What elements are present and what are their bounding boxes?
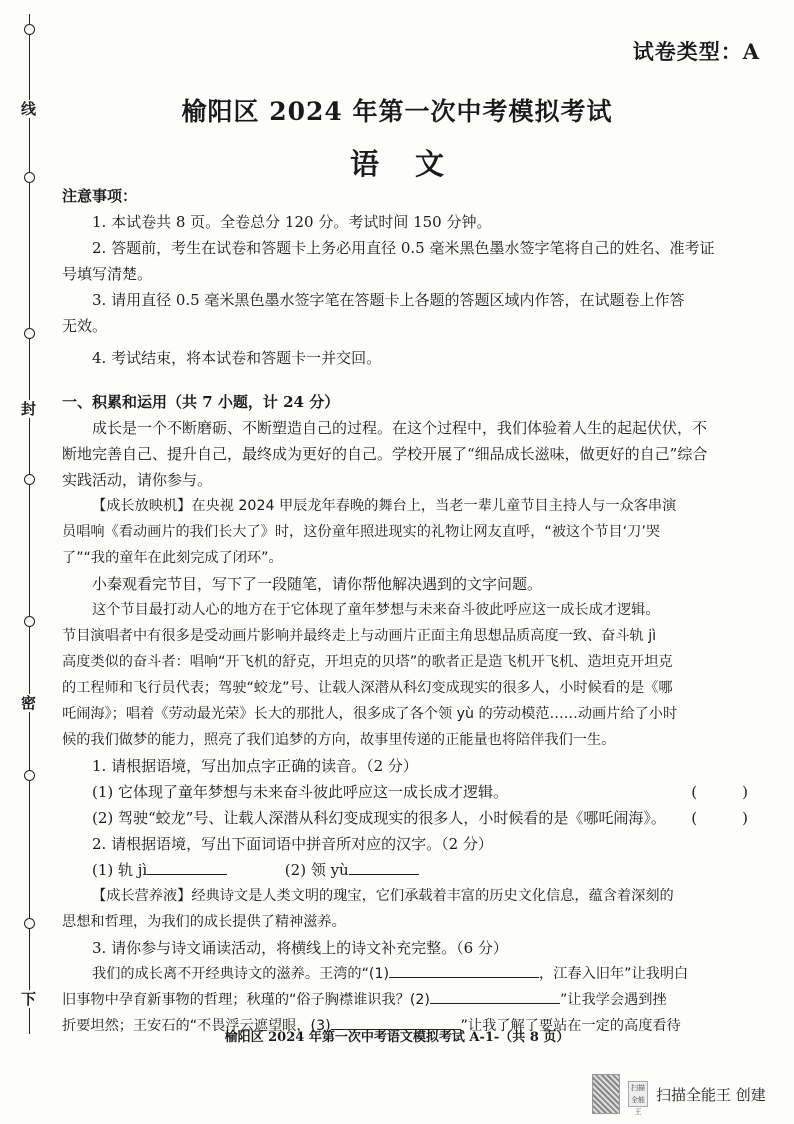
essay-line: 节目演唱者中有很多是受动画片影响并最终走上与动画片正面主角思想品质高度一致、奋斗轨 jì: [62, 628, 657, 644]
question-2-items: [62, 857, 762, 883]
question-1-item: [62, 779, 762, 805]
paper-type-label: 试卷类型：A: [632, 39, 760, 64]
qr-code-icon: [592, 1074, 620, 1114]
notice-item: 号填写清楚。: [62, 265, 153, 283]
page-footer: 榆阳区 2024 年第一次中考语文模拟考试 A-1-（共 8 页）: [224, 1030, 570, 1045]
binding-hole: [24, 24, 35, 35]
notice-item: 4. 考试结束，将本试卷和答题卡一并交回。: [92, 349, 382, 367]
poem-text: ”让我了解了要站在一定的高度看待: [460, 1018, 681, 1034]
answer-paren[interactable]: ( ): [691, 809, 748, 827]
poem-text: ，江春入旧年”让我明白: [539, 966, 689, 982]
watermark-text: 扫描全能王 创建: [656, 1085, 766, 1104]
binding-char-xian: 线: [21, 100, 37, 118]
essay-line: 候的我们做梦的能力，照亮了我们追梦的方向，故事里传递的正能量也将陪伴我们一生。: [62, 732, 616, 748]
task-line: 小秦观看完节目，写下了一段随笔，请你帮他解决遇到的文字问题。: [92, 575, 543, 593]
binding-char-xia: 下: [21, 990, 37, 1008]
binding-hole: [24, 770, 35, 781]
binding-char-mi: 密: [21, 694, 37, 712]
question-1-item-text: (1) 它体现了童年梦想与未来奋斗彼此呼应这一成长成才逻辑。: [92, 783, 509, 801]
film-line: 了”“我的童年在此刻完成了闭环”。: [62, 550, 283, 566]
intro-line: 成长是一个不断磨砺、不断塑造自己的过程。在这个过程中，我们体验着人生的起起伏伏，不: [92, 419, 708, 437]
poem-text: ”让我学会遇到挫: [559, 992, 667, 1008]
exam-title: 榆阳区 2024 年第一次中考模拟考试: [181, 97, 613, 126]
section-heading: 一、积累和运用（共 7 小题，计 24 分）: [62, 393, 340, 411]
essay-line: 吒闹海》；唱着《劳动最光荣》长大的那批人，很多成了各个领 yù 的劳动模范……动画片给了小时: [62, 706, 678, 722]
question-1-item-text: (2) 驾驶“蛟龙”号、让载人深潜从科幻变成现实的很多人，小时候看的是《哪吒闹海》。: [92, 809, 666, 827]
question-1-item: [62, 805, 762, 831]
binding-hole: [24, 918, 35, 929]
nutrition-line: 思想和哲理，为我们的成长提供了精神滋养。: [62, 914, 346, 930]
notice-item: 3. 请用直径 0.5 毫米黑色墨水签字笔在答题卡上各题的答题区域内作答，在试题卷上作答: [92, 291, 685, 309]
poem-text: 旧事物中孕育新事物的哲理；秋瑾的“俗子胸襟谁识我？(2): [62, 992, 430, 1008]
answer-blank[interactable]: [147, 858, 227, 875]
question-2: 2. 请根据语境，写出下面词语中拼音所对应的汉字。（2 分）: [92, 835, 493, 853]
question-2-item-2: (2) 领 yù: [284, 861, 349, 879]
binding-hole: [24, 616, 35, 627]
subject-title: 语文: [349, 147, 480, 181]
answer-paren[interactable]: ( ): [691, 783, 748, 801]
poem-line: [62, 987, 762, 1013]
poem-blank-2[interactable]: [430, 987, 560, 1004]
scanner-watermark: [592, 1074, 766, 1114]
binding-hole: [24, 474, 35, 485]
essay-line: 的工程师和飞行员代表；驾驶“蛟龙”号、让载人深潜从科幻变成现实的很多人，小时候看的是《哪: [62, 680, 673, 696]
answer-blank[interactable]: [349, 858, 419, 875]
binding-hole: [24, 328, 35, 339]
essay-line: 这个节目最打动人心的地方在于它体现了童年梦想与未来奋斗彼此呼应这一成长成才逻辑。: [92, 602, 660, 618]
poem-line: [62, 961, 762, 987]
film-line: 【成长放映机】在央视 2024 甲辰龙年春晚的舞台上，当老一辈儿童节目主持人与一众客串演: [92, 498, 677, 514]
scanner-logo-icon: 扫描全能王: [628, 1081, 648, 1107]
poem-text: 折要坦然；王安石的“不畏浮云遮望眼，(3): [62, 1018, 331, 1034]
notice-item: 无效。: [62, 317, 108, 335]
notice-item: 1. 本试卷共 8 页。全卷总分 120 分。考试时间 150 分钟。: [92, 213, 492, 231]
poem-blank-1[interactable]: [389, 961, 539, 978]
exam-content: [62, 183, 762, 1039]
film-line: 员唱响《看动画片的我们长大了》时，这份童年照进现实的礼物让网友直呼，“被这个节目‘刀’哭: [62, 524, 661, 540]
binding-char-feng: 封: [21, 400, 37, 418]
question-1: 1. 请根据语境，写出加点字正确的读音。（2 分）: [92, 757, 418, 775]
intro-line: 断地完善自己、提升自己，最终成为更好的自己。学校开展了“细品成长滋味，做更好的自己”综合: [62, 445, 708, 463]
intro-line: 实践活动，请你参与。: [62, 471, 213, 489]
nutrition-line: 【成长营养液】经典诗文是人类文明的瑰宝，它们承载着丰富的历史文化信息，蕴含着深刻的: [92, 888, 674, 904]
question-3: 3. 请你参与诗文诵读活动，将横线上的诗文补充完整。（6 分）: [92, 939, 508, 957]
poem-text: 我们的成长离不开经典诗文的滋养。王湾的“(1): [92, 966, 390, 982]
essay-line: 高度类似的奋斗者：唱响“开飞机的舒克，开坦克的贝塔”的歌者正是造飞机开飞机、造坦克开坦克: [62, 654, 673, 670]
question-2-item-1: (1) 轨 jì: [92, 861, 148, 879]
notice-heading: 注意事项：: [62, 187, 138, 205]
notice-item: 2. 答题前，考生在试卷和答题卡上务必用直径 0.5 毫米黑色墨水签字笔将自己的姓名、准考证: [92, 239, 715, 257]
